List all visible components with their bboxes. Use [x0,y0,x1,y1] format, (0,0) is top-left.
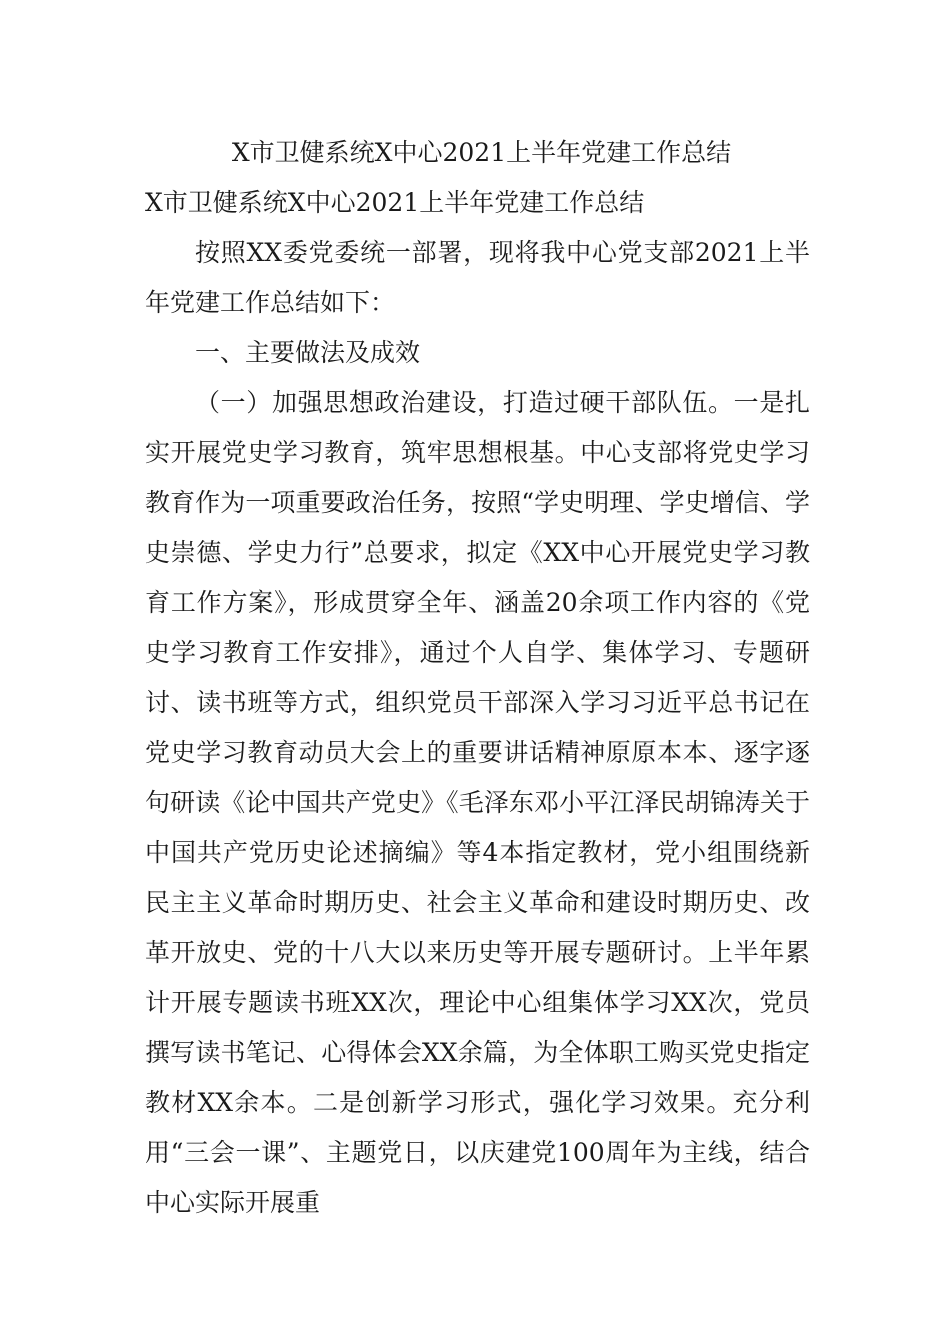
document-title: X市卫健系统X中心2021上半年党建工作总结 [231,138,732,167]
body-paragraph: （一）加强思想政治建设，打造过硬干部队伍。一是扎实开展党史学习教育，筑牢思想根基。中心支部将党史学习教育作为一项重要政治任务，按照“学史明理、学史增信、学史崇德、学史力行”总要求，拟定《XX中心开展党史学习教育工作方案》，形成贯穿全年、涵盖20余项工作内容的《党史学习教育工作安排》，通过个人自学、集体学习、专题研讨、读书班等方式，组织党员干部深入学习习近平总书记在党史学习教育动员大会上的重要讲话精神原原本本、逐字逐句研读《论中国共产党史》《毛泽东邓小平江泽民胡锦涛关于中国共产党历史论述摘编》等4本指定教材，党小组围绕新民主主义革命时期历史、社会主义革命和建设时期历史、改革开放史、党的十八大以来历史等开展专题研讨。上半年累计开展专题读书班XX次，理论中心组集体学习XX次，党员撰写读书笔记、心得体会XX余篇，为全体职工购买党史指定教材XX余本。二是创新学习形式，强化学习效果。充分利用“三会一课”、主题党日，以庆建党100周年为主线，结合中心实际开展重 [145,388,810,1217]
document-subtitle: X市卫健系统X中心2021上半年党建工作总结 [145,188,645,217]
document-page [145,128,810,1228]
section-heading: 一、主要做法及成效 [195,338,421,367]
intro-paragraph: 按照XX委党委统一部署，现将我中心党支部2021上半年党建工作总结如下： [145,238,810,317]
